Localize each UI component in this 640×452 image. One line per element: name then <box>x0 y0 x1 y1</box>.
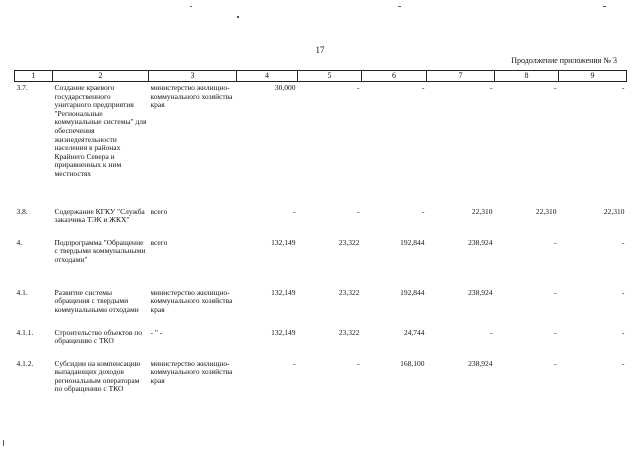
row-code: 3.8. <box>16 206 28 216</box>
row-value: - <box>293 206 296 216</box>
row-value: - <box>622 287 625 297</box>
row-value: - <box>622 358 625 368</box>
column-header: 2 <box>53 71 149 82</box>
row-value: - <box>490 327 493 337</box>
row-value: - <box>422 83 425 92</box>
column-header: 5 <box>298 71 362 82</box>
row-value: - <box>357 358 360 368</box>
row-value: 168,100 <box>400 358 425 368</box>
row-value: 30,000 <box>274 83 296 92</box>
column-header: 1 <box>15 71 53 82</box>
row-code: 4.1. <box>16 287 28 297</box>
row-value: - <box>293 358 296 368</box>
table-row <box>15 206 627 237</box>
row-value: - <box>490 83 493 92</box>
row-code: 3.7. <box>16 83 28 92</box>
row-value: 23,322 <box>338 237 360 247</box>
row-value: 132,149 <box>271 287 296 297</box>
row-name: Развитие системы обращения с твердыми коммунальными отходами <box>54 287 139 314</box>
row-name: Субсидии на компенсацию выпадающих доходов региональным операторам по обращению с ТКО <box>54 358 141 394</box>
row-value: 22,310 <box>471 206 493 216</box>
row-value: - <box>357 206 360 216</box>
row-value: 22,310 <box>603 206 625 216</box>
row-executor: - " - <box>150 327 163 337</box>
column-header: 3 <box>149 71 237 82</box>
row-value: 238,924 <box>468 358 493 368</box>
row-executor: всего <box>150 206 168 216</box>
row-value: 132,149 <box>271 237 296 247</box>
scan-speck <box>3 440 4 446</box>
row-value: - <box>622 237 625 247</box>
scan-speck <box>190 6 192 7</box>
row-value: 22,310 <box>535 206 557 216</box>
row-value: - <box>554 83 557 92</box>
row-executor: министерство жилищно-коммунального хозяйства края <box>150 358 233 385</box>
column-header: 9 <box>559 71 627 82</box>
row-name: Строительство объектов по обращению с ТКО <box>54 327 143 346</box>
row-value: - <box>622 83 625 92</box>
row-code: 4. <box>16 237 23 247</box>
row-executor: министерство жилищно-коммунального хозяйства края <box>150 83 233 110</box>
row-value: 192,844 <box>400 287 425 297</box>
row-code: 4.1.2. <box>16 358 34 368</box>
scan-speck <box>237 16 239 18</box>
row-executor: всего <box>150 237 168 247</box>
row-code: 4.1.1. <box>16 327 34 337</box>
row-name: Подпрограмма "Обращение с твердыми коммунальными отходами" <box>54 237 146 264</box>
column-header: 4 <box>237 71 298 82</box>
row-value: 132,149 <box>271 327 296 337</box>
page-number: 17 <box>315 45 325 55</box>
scan-speck <box>398 6 401 7</box>
row-value: - <box>554 237 557 247</box>
table-row <box>15 287 627 327</box>
scan-speck <box>603 6 606 7</box>
row-value: 23,322 <box>338 327 360 337</box>
row-value: - <box>554 287 557 297</box>
column-header: 7 <box>427 71 495 82</box>
row-executor: министерство жилищно-коммунального хозяйства края <box>150 287 233 314</box>
row-value: - <box>422 206 425 216</box>
table-row <box>15 237 627 287</box>
row-value: 24,744 <box>403 327 425 337</box>
row-value: - <box>357 83 360 92</box>
appendix-continuation-label: Продолжение приложения № 3 <box>511 56 617 65</box>
row-value: - <box>554 327 557 337</box>
row-value: - <box>622 327 625 337</box>
row-value: 192,844 <box>400 237 425 247</box>
row-value: - <box>554 358 557 368</box>
row-name: Содержание КГКУ "Служба заказчика ТЭК и ЖКХ" <box>54 206 145 225</box>
table-row <box>15 327 627 358</box>
row-name: Создание краевого государственного унитарного предприятия "Региональные коммунальные системы" для обеспечения жизнедеятельности населения в районах Крайнего Севера и приравненных к ним местностях <box>54 83 147 178</box>
row-value: 23,322 <box>338 287 360 297</box>
column-number-row <box>15 71 627 82</box>
column-header: 8 <box>495 71 559 82</box>
table-row <box>15 358 627 418</box>
table-row <box>15 82 627 206</box>
row-value: 238,924 <box>468 287 493 297</box>
column-header: 6 <box>362 71 427 82</box>
financing-table <box>14 70 627 418</box>
row-value: 238,924 <box>468 237 493 247</box>
